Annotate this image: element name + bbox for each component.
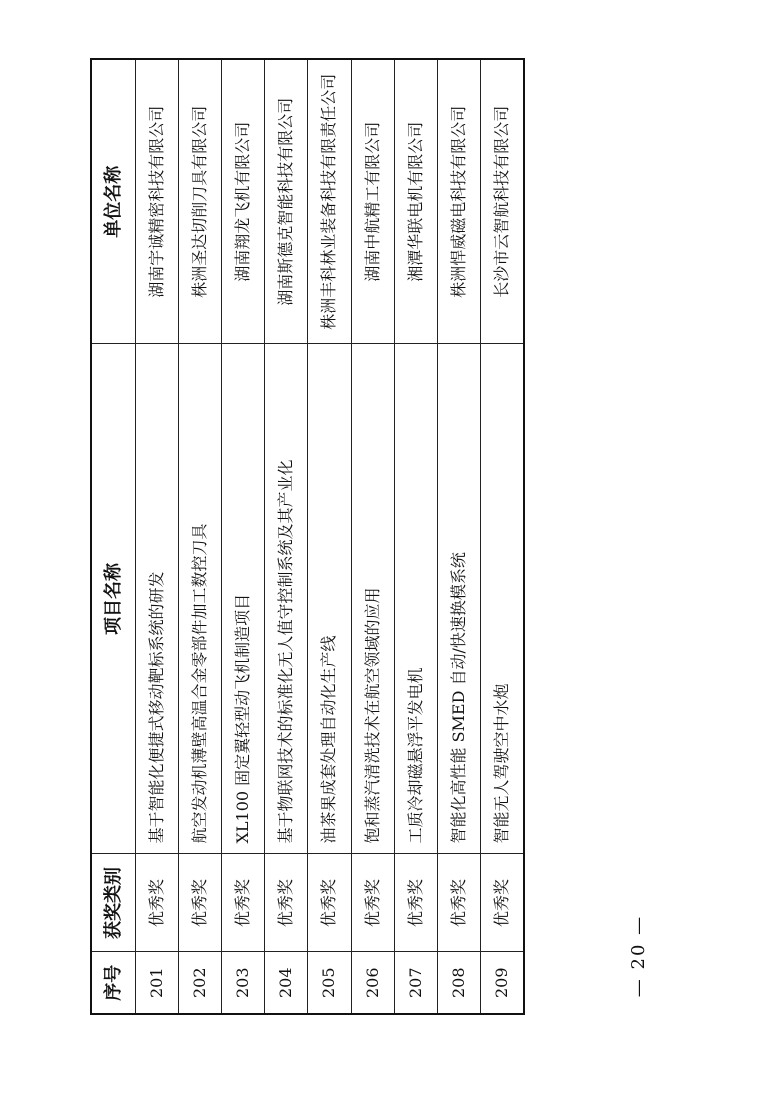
cell-award: 优秀奖	[136, 854, 179, 952]
table-row	[437, 59, 480, 1014]
cell-award: 优秀奖	[222, 854, 265, 952]
cell-unit: 湖南宇诚精密科技有限公司	[136, 59, 179, 344]
cell-seq: 203	[222, 952, 265, 1014]
cell-project: 饱和蒸汽清洗技术在航空领域的应用	[351, 344, 394, 854]
header-award-category: 获奖类别	[91, 854, 136, 952]
cell-award: 优秀奖	[351, 854, 394, 952]
cell-unit: 湖南翔龙飞机有限公司	[222, 59, 265, 344]
cell-seq: 202	[179, 952, 222, 1014]
cell-project: 基于智能化便捷式移动靶标系统的研发	[136, 344, 179, 854]
cell-project: 工质冷却磁悬浮平发电机	[394, 344, 437, 854]
table-row	[351, 59, 394, 1014]
table-row	[480, 59, 524, 1014]
cell-seq: 205	[308, 952, 351, 1014]
cell-unit: 株洲悍威磁电科技有限公司	[437, 59, 480, 344]
cell-award: 优秀奖	[437, 854, 480, 952]
table-row	[136, 59, 179, 1014]
cell-project: 油茶果成套处理自动化生产线	[308, 344, 351, 854]
cell-award: 优秀奖	[394, 854, 437, 952]
table-row	[394, 59, 437, 1014]
cell-unit: 湖南斯德克智能科技有限公司	[265, 59, 308, 344]
cell-award: 优秀奖	[480, 854, 524, 952]
table-row	[179, 59, 222, 1014]
header-unit-name: 单位名称	[91, 59, 136, 344]
cell-seq: 208	[437, 952, 480, 1014]
page-number: — 20 —	[628, 914, 649, 998]
cell-project: 智能化高性能 SMED 自动/快速换模系统	[437, 344, 480, 854]
table-row	[308, 59, 351, 1014]
cell-project: 航空发动机薄壁高温合金零部件加工数控刀具	[179, 344, 222, 854]
cell-project: 智能无人驾驶空中水炮	[480, 344, 524, 854]
cell-seq: 201	[136, 952, 179, 1014]
cell-seq: 207	[394, 952, 437, 1014]
cell-project: 基于物联网技术的标准化无人值守控制系统及其产业化	[265, 344, 308, 854]
cell-project: XL100 固定翼轻型动飞机制造项目	[222, 344, 265, 854]
cell-unit: 株洲丰科林业装备科技有限责任公司	[308, 59, 351, 344]
cell-award: 优秀奖	[179, 854, 222, 952]
cell-unit: 株洲圣达切削刀具有限公司	[179, 59, 222, 344]
table-row	[265, 59, 308, 1014]
award-table-container	[90, 60, 525, 1015]
cell-seq: 209	[480, 952, 524, 1014]
table-row	[222, 59, 265, 1014]
header-project-name: 项目名称	[91, 344, 136, 854]
cell-award: 优秀奖	[308, 854, 351, 952]
cell-seq: 206	[351, 952, 394, 1014]
award-table	[90, 58, 525, 1015]
header-seq: 序号	[91, 952, 136, 1014]
cell-award: 优秀奖	[265, 854, 308, 952]
cell-unit: 长沙市云智航科技有限公司	[480, 59, 524, 344]
table-header-row	[91, 59, 136, 1014]
cell-unit: 湘潭华联电机有限公司	[394, 59, 437, 344]
cell-seq: 204	[265, 952, 308, 1014]
cell-unit: 湖南中航精工有限公司	[351, 59, 394, 344]
